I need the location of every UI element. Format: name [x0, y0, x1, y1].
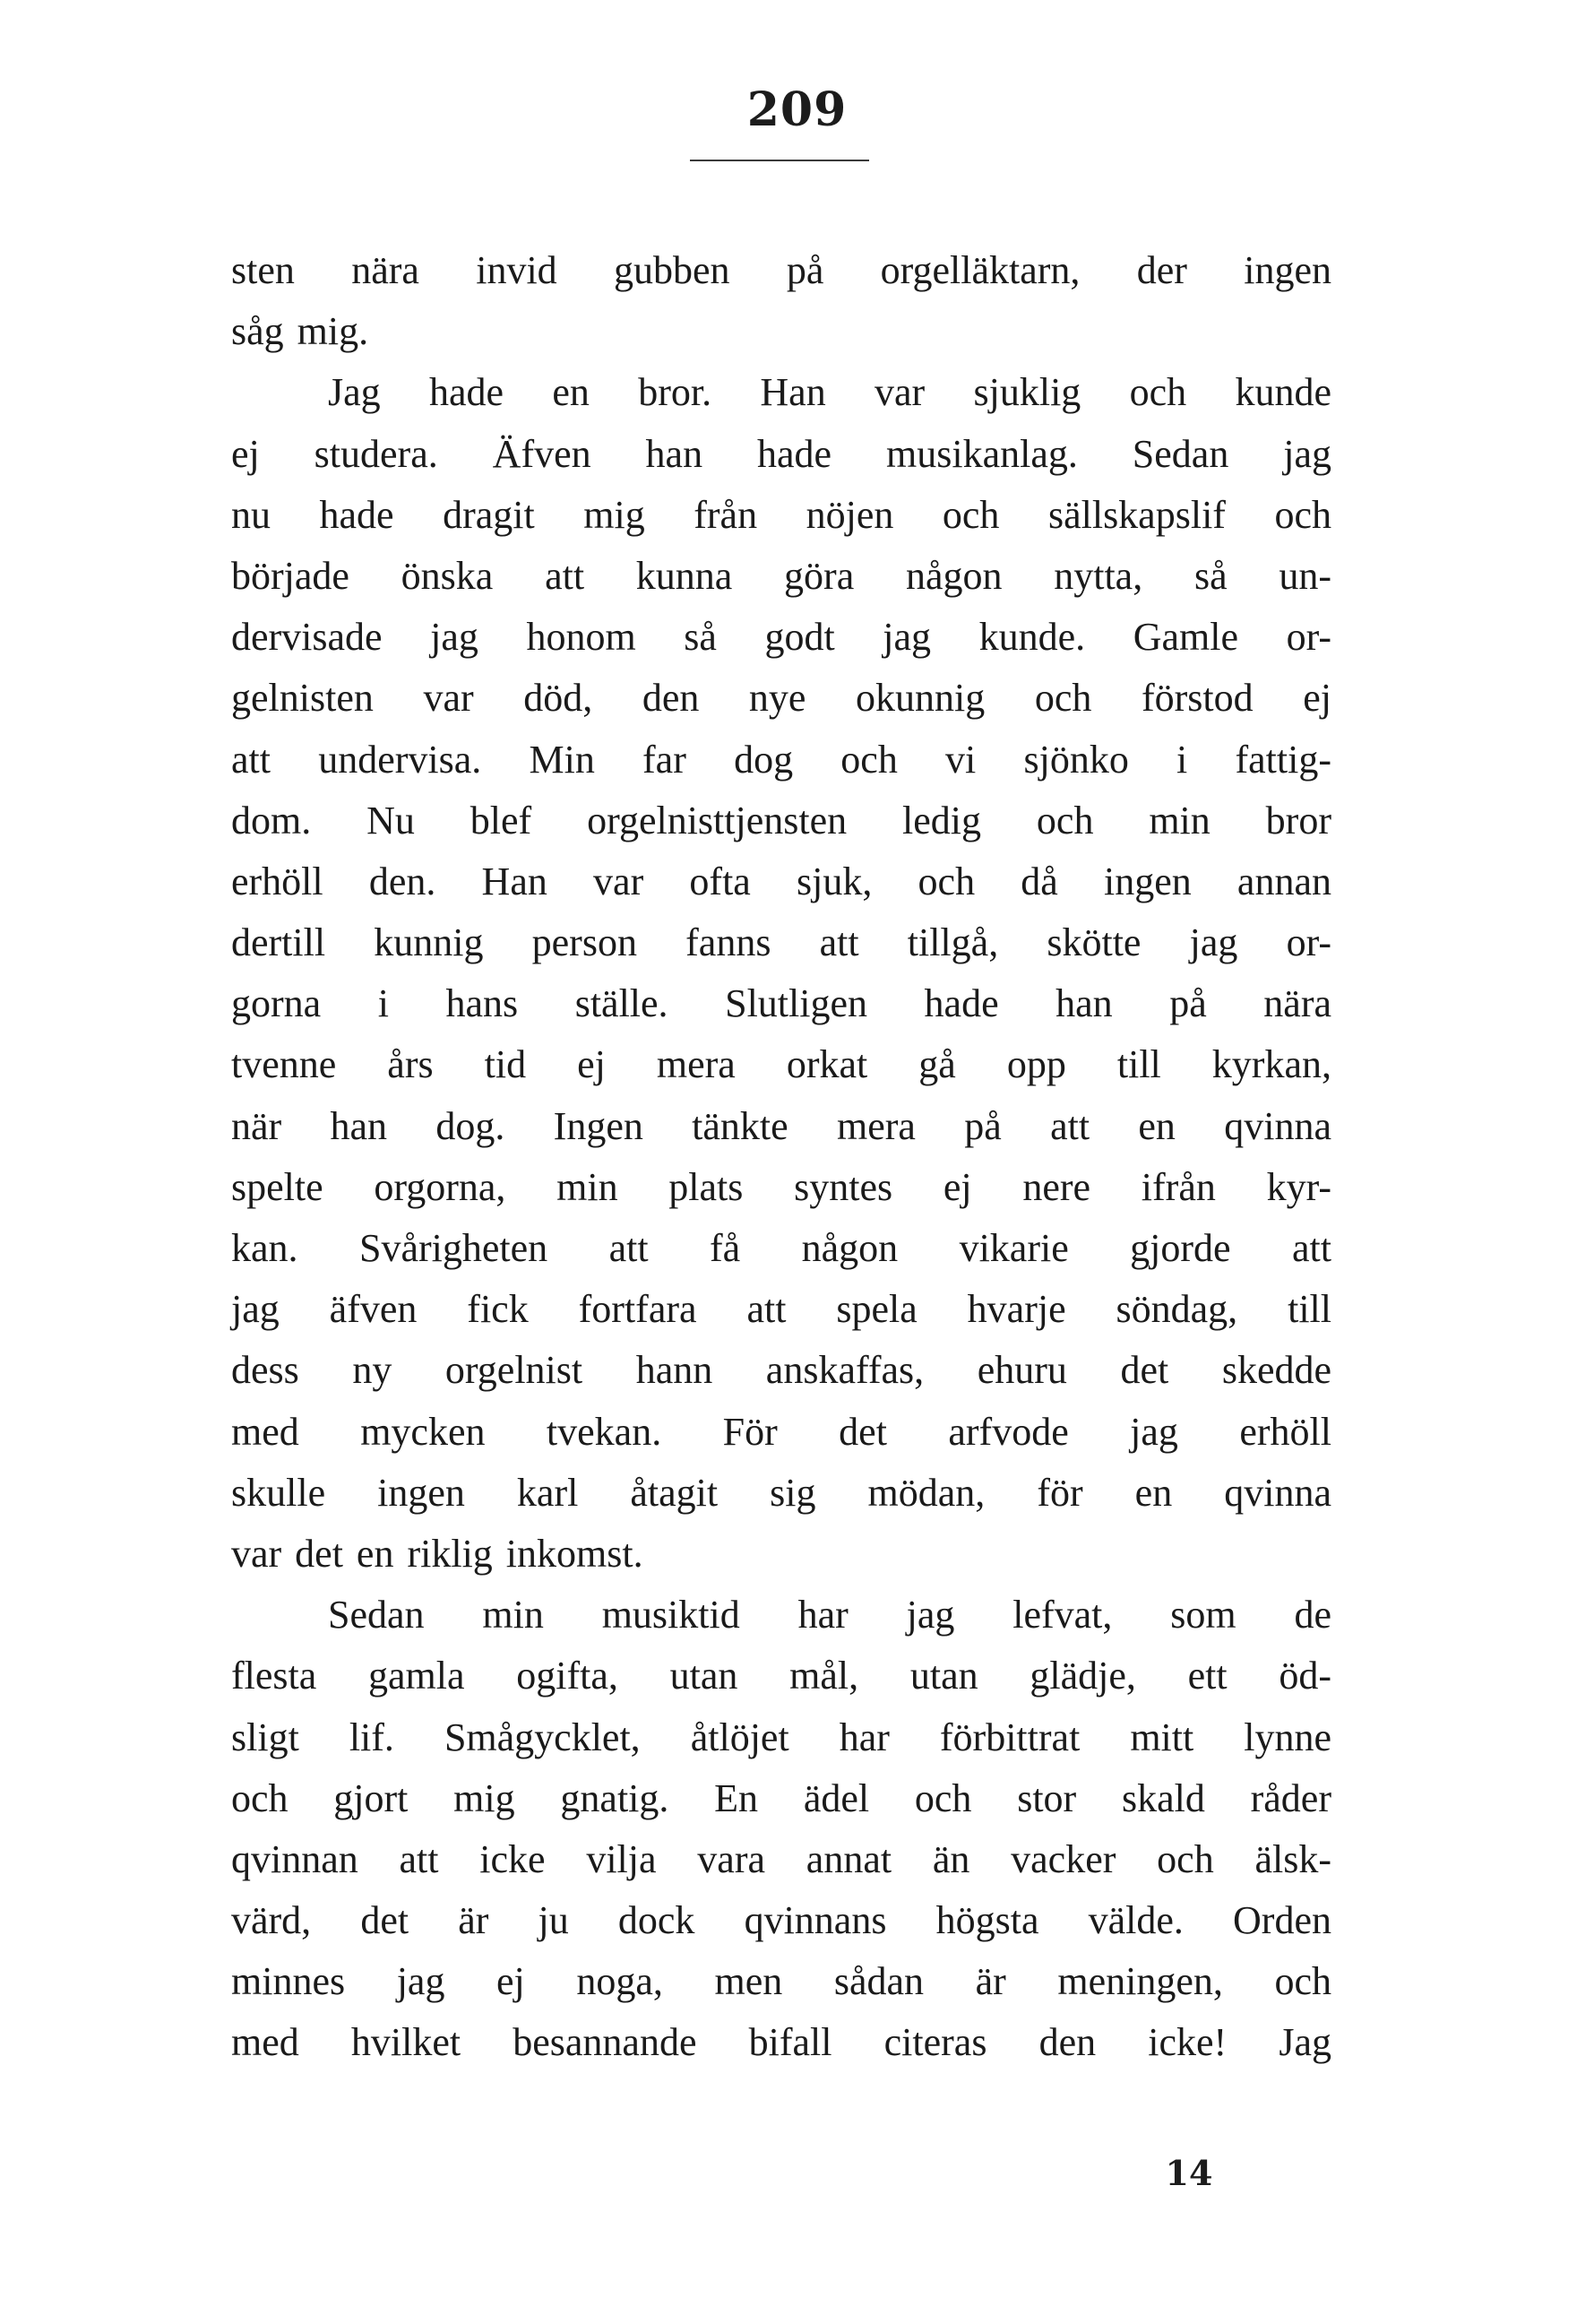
text-line: när han dog. Ingen tänkte mera på att en qvinna — [231, 1103, 1331, 1148]
text-line: och gjort mig gnatig. En ädel och stor skald råder — [231, 1775, 1331, 1820]
body-text — [231, 240, 1331, 2074]
text-line: qvinnan att icke vilja vara annat än vacker och älsk- — [231, 1836, 1331, 1881]
text-line: ej studera. Äfven han hade musikanlag. Sedan jag — [231, 431, 1331, 476]
text-line: började önska att kunna göra någon nytta, så un- — [231, 553, 1331, 598]
text-line: tvenne års tid ej mera orkat gå opp till kyrkan, — [231, 1042, 1331, 1087]
text-line: nu hade dragit mig från nöjen och sällskapslif och — [231, 492, 1331, 537]
text-line: såg mig. — [231, 309, 369, 354]
header-rule — [690, 160, 869, 161]
text-line: dom. Nu blef orgelnisttjensten ledig och min bror — [231, 798, 1331, 842]
text-line: med mycken tvekan. För det arfvode jag erhöll — [231, 1409, 1331, 1454]
text-line: med hvilket besannande bifall citeras den icke! Jag — [231, 2020, 1331, 2065]
text-line: kan. Svårigheten att få någon vikarie gjorde att — [231, 1226, 1331, 1270]
text-line: spelte orgorna, min plats syntes ej nere ifrån kyr- — [231, 1164, 1331, 1209]
text-line: Sedan min musiktid har jag lefvat, som de — [328, 1593, 1331, 1637]
text-line: sten nära invid gubben på orgelläktarn, der ingen — [231, 248, 1331, 292]
text-line: dertill kunnig person fanns att tillgå, skötte jag or- — [231, 920, 1331, 965]
text-line: flesta gamla ogifta, utan mål, utan glädje, ett öd- — [231, 1654, 1331, 1698]
text-line: dess ny orgelnist hann anskaffas, ehuru det skedde — [231, 1348, 1331, 1393]
text-line: minnes jag ej noga, men sådan är meningen, och — [231, 1959, 1331, 2004]
page-number: 209 — [746, 82, 848, 137]
text-line: sligt lif. Smågycklet, åtlöjet har förbittrat mitt lynne — [231, 1715, 1331, 1759]
text-line: jag äfven fick fortfara att spela hvarje söndag, till — [231, 1287, 1331, 1332]
text-line: värd, det är ju dock qvinnans högsta välde. Orden — [231, 1898, 1331, 1943]
text-line: gorna i hans ställe. Slutligen hade han på nära — [231, 981, 1331, 1026]
text-line: var det en riklig inkomst. — [231, 1531, 643, 1576]
text-line: Jag hade en bror. Han var sjuklig och kunde — [328, 370, 1331, 415]
text-line: att undervisa. Min far dog och vi sjönko i fattig- — [231, 737, 1331, 782]
signature-mark: 14 — [1165, 2153, 1213, 2193]
text-line: erhöll den. Han var ofta sjuk, och då ingen annan — [231, 859, 1331, 903]
text-line: gelnisten var död, den nye okunnig och förstod ej — [231, 676, 1331, 721]
text-line: dervisade jag honom så godt jag kunde. Gamle or- — [231, 615, 1331, 660]
text-line: skulle ingen karl åtagit sig mödan, för en qvinna — [231, 1470, 1331, 1515]
